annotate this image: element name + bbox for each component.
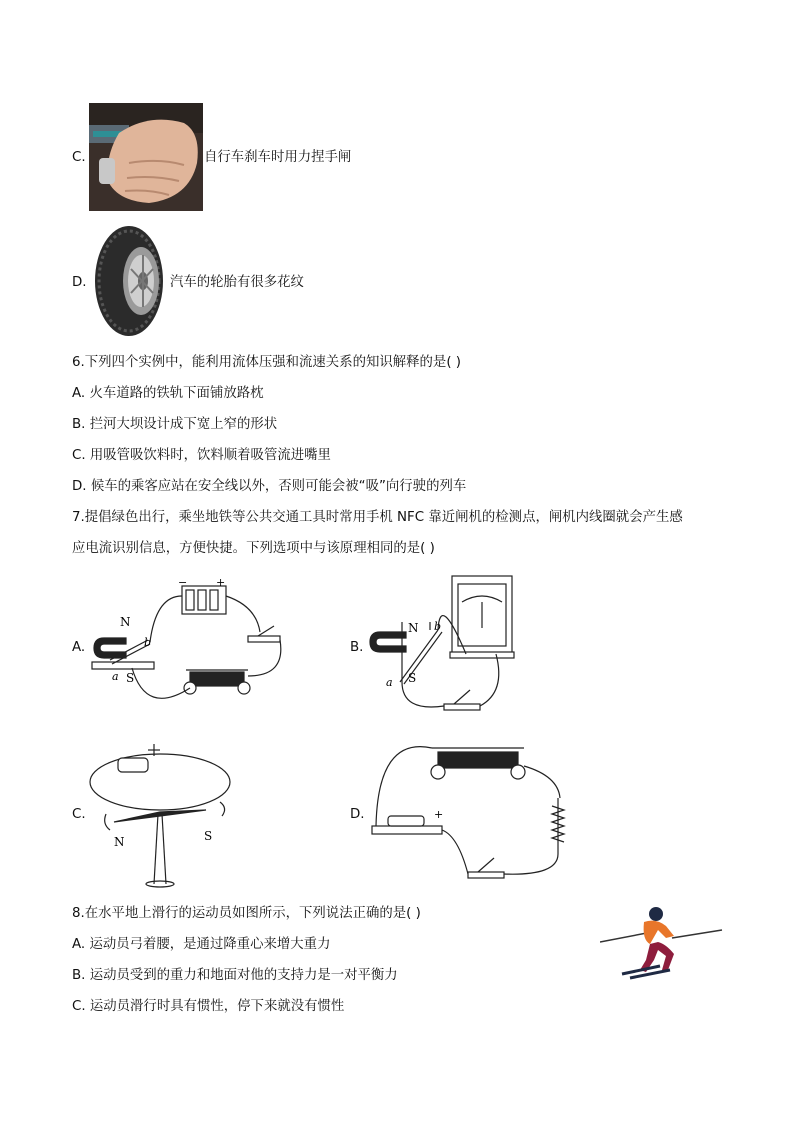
- circuit-figure-b: [366, 572, 532, 718]
- label-n-a: N: [120, 615, 131, 629]
- q6-option-d: D. 候车的乘客应站在安全线以外，否则可能会被“吸”向行驶的列车: [72, 479, 467, 494]
- label-s-b: S: [408, 671, 417, 685]
- label-s-c: S: [204, 829, 213, 843]
- q8-option-c: C. 运动员滑行时具有惯性，停下来就没有惯性: [72, 999, 345, 1014]
- q8-stem: 8.在水平地上滑行的运动员如图所示，下列说法正确的是( ): [72, 906, 421, 921]
- q6-stem: 6.下列四个实例中，能利用流体压强和流速关系的知识解释的是( ): [72, 355, 462, 370]
- q8-option-b: B. 运动员受到的重力和地面对他的支持力是一对平衡力: [72, 968, 398, 983]
- q6-option-a: A. 火车道路的铁轨下面铺放路枕: [72, 386, 264, 401]
- label-s-a: S: [126, 671, 135, 685]
- q7-label-a: A.: [72, 640, 86, 655]
- car-tire-image: [89, 224, 169, 338]
- brake-hand-photo: [89, 103, 203, 211]
- skier-illustration: [600, 904, 724, 980]
- q6-option-c: C. 用吸管吸饮料时，饮料顺着吸管流进嘴里: [72, 448, 331, 463]
- q7-stem-line1: 7.提倡绿色出行，乘坐地铁等公共交通工具时常用手机 NFC 靠近闸机的检测点，闸机内线圈就会产生感: [72, 510, 683, 525]
- label-b-b: b: [434, 620, 442, 633]
- circuit-figure-d: [368, 736, 580, 888]
- label-b-a: b: [144, 636, 152, 649]
- label-a-b: a: [386, 676, 393, 689]
- q5-option-d-text: 汽车的轮胎有很多花纹: [170, 275, 304, 290]
- q8-option-a: A. 运动员弓着腰，是通过降重心来增大重力: [72, 937, 331, 952]
- label-plus-d: +: [434, 808, 444, 821]
- q6-option-b: B. 拦河大坝设计成下宽上窄的形状: [72, 417, 278, 432]
- q7-label-c: C.: [72, 807, 86, 822]
- q7-stem-line2: 应电流识别信息，方便快捷。下列选项中与该原理相同的是( ): [72, 541, 435, 556]
- circuit-figure-a: [86, 576, 292, 716]
- oersted-figure-c: [88, 736, 234, 888]
- q5-option-c-text: 自行车刹车时用力捏手闸: [204, 150, 352, 165]
- label-n-c: N: [114, 835, 125, 849]
- q5-option-d-letter: D.: [72, 275, 87, 290]
- q5-option-c-letter: C.: [72, 150, 86, 165]
- label-minus-a: −: [178, 576, 188, 589]
- q7-label-d: D.: [350, 807, 365, 822]
- q7-label-b: B.: [350, 640, 364, 655]
- label-a-a: a: [112, 670, 119, 683]
- label-n-b: N: [408, 621, 419, 635]
- label-plus-a: +: [216, 576, 226, 589]
